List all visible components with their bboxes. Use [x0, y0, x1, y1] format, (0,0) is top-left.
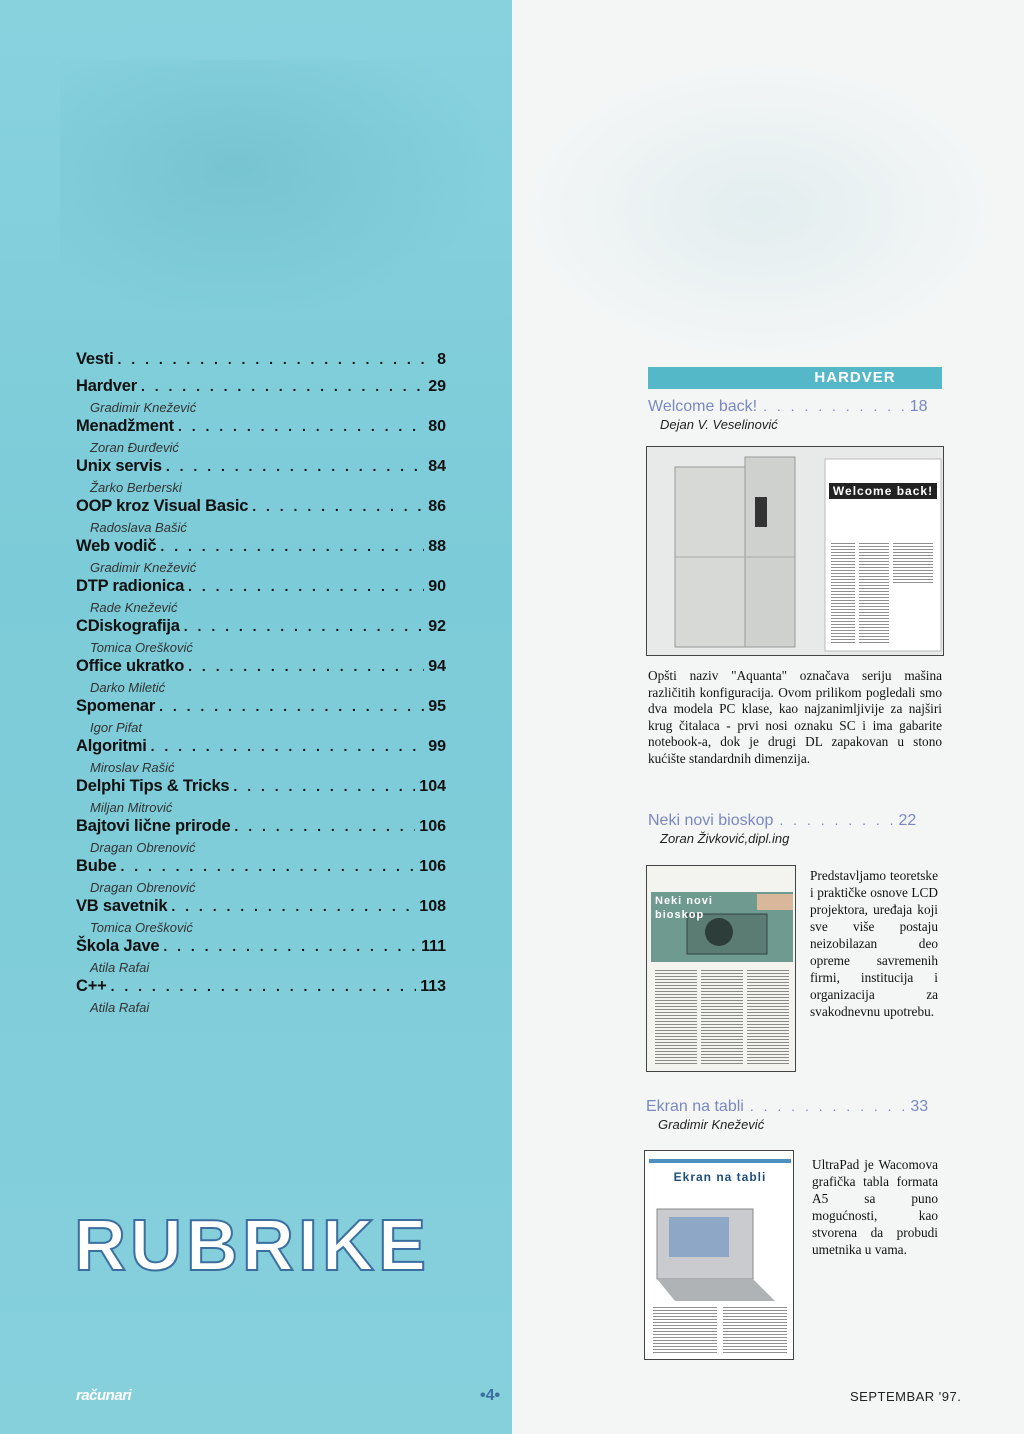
- toc-author: Gradimir Knežević: [90, 560, 197, 575]
- toc-row[interactable]: [76, 937, 446, 958]
- toc-title[interactable]: Office ukratko: [76, 657, 185, 675]
- toc-page-number: 111: [421, 938, 446, 955]
- toc-entry[interactable]: [76, 577, 446, 617]
- leader-dots: [188, 658, 424, 674]
- leader-dots: [166, 458, 424, 474]
- article-thumbnail-ultrapad: [644, 1150, 794, 1360]
- toc-row[interactable]: [76, 577, 446, 598]
- article-page: 18: [909, 398, 928, 415]
- leader-dots: [234, 818, 415, 834]
- magazine-logo: računari: [76, 1387, 132, 1404]
- toc-title[interactable]: Škola Jave: [76, 937, 160, 955]
- thumbnail-text-column: [859, 543, 889, 643]
- toc-title[interactable]: Bube: [76, 857, 117, 875]
- toc-row[interactable]: [76, 377, 446, 398]
- toc-row[interactable]: [76, 497, 446, 518]
- toc-row[interactable]: [76, 857, 446, 878]
- toc-page-number: 106: [419, 818, 446, 835]
- leader-dots: [159, 698, 424, 714]
- toc-entry[interactable]: [76, 350, 446, 377]
- leader-dots: [188, 578, 424, 594]
- article-title[interactable]: Neki novi bioskop: [648, 812, 774, 829]
- toc-author: Tomica Orešković: [90, 640, 193, 655]
- toc-row[interactable]: [76, 977, 446, 998]
- toc-title[interactable]: Unix servis: [76, 457, 162, 475]
- article-author: Gradimir Knežević: [658, 1117, 765, 1132]
- leader-dots: [111, 978, 417, 994]
- toc-title[interactable]: OOP kroz Visual Basic: [76, 497, 249, 515]
- toc-page-number: 113: [420, 978, 446, 995]
- toc-title[interactable]: Spomenar: [76, 697, 156, 715]
- thumbnail-headline: Neki novi bioskop: [655, 895, 713, 921]
- thumbnail-headline: Ekran na tabli: [673, 1170, 767, 1184]
- leader-dots: [178, 418, 424, 434]
- toc-title[interactable]: Algoritmi: [76, 737, 147, 755]
- toc-author: Rade Knežević: [90, 600, 178, 615]
- toc-row[interactable]: [76, 417, 446, 438]
- toc-author: Zoran Đurđević: [90, 440, 179, 455]
- leader-dots: [118, 351, 434, 367]
- toc-page-number: 99: [428, 738, 446, 755]
- toc-author: Miljan Mitrović: [90, 800, 173, 815]
- leader-dots: [184, 618, 424, 634]
- toc-entry[interactable]: [76, 737, 446, 777]
- toc-page-number: 8: [437, 351, 446, 368]
- toc-author: Atila Rafai: [90, 1000, 150, 1015]
- thumbnail-text-column: [655, 970, 697, 1066]
- section-title-rubrike: RUBRIKE: [74, 1206, 431, 1286]
- leader-dots: [171, 898, 415, 914]
- leader-dots: [233, 778, 415, 794]
- toc-row[interactable]: [76, 457, 446, 478]
- thumbnail-headline: Welcome back!: [832, 484, 934, 498]
- article-welcome-back[interactable]: [648, 398, 948, 432]
- toc-page-number: 84: [428, 458, 446, 475]
- toc-row[interactable]: [76, 737, 446, 758]
- toc-row[interactable]: [76, 617, 446, 638]
- toc-page-number: 106: [419, 858, 446, 875]
- toc-author: Dragan Obrenović: [90, 840, 196, 855]
- toc-author: Darko Miletić: [90, 680, 166, 695]
- toc-entry[interactable]: [76, 457, 446, 497]
- toc-page-number: 80: [428, 418, 446, 435]
- toc-title[interactable]: Menadžment: [76, 417, 174, 435]
- toc-page-number: 94: [428, 658, 446, 675]
- article-thumbnail-bioskop: [646, 865, 796, 1072]
- toc-row[interactable]: [76, 537, 446, 558]
- toc-entry[interactable]: [76, 697, 446, 737]
- background-graphic-ghost: [520, 60, 1000, 360]
- toc-title[interactable]: Vesti: [76, 350, 114, 368]
- toc-row[interactable]: [76, 817, 446, 838]
- toc-page-number: 86: [428, 498, 446, 515]
- toc-page-number: 88: [428, 538, 446, 555]
- toc-title[interactable]: Delphi Tips & Tricks: [76, 777, 230, 795]
- toc-page-number: 90: [428, 578, 446, 595]
- toc-entry[interactable]: [76, 897, 446, 937]
- toc-title[interactable]: Web vodič: [76, 537, 157, 555]
- toc-page-number: 29: [428, 378, 446, 395]
- toc-author: Atila Rafai: [90, 960, 150, 975]
- toc-entry[interactable]: [76, 817, 446, 857]
- toc-row[interactable]: [76, 897, 446, 918]
- article-title[interactable]: Welcome back!: [648, 398, 758, 415]
- toc-row[interactable]: [76, 657, 446, 678]
- toc-row[interactable]: [76, 350, 446, 371]
- toc-title[interactable]: Bajtovi lične prirode: [76, 817, 231, 835]
- toc-author: Tomica Orešković: [90, 920, 193, 935]
- leader-dots: [160, 538, 424, 554]
- toc-page-number: 95: [428, 698, 446, 715]
- leader-dots: . . . . . . . . . . .: [763, 398, 908, 414]
- article-author: Dejan V. Veselinović: [660, 417, 778, 432]
- toc-title[interactable]: Hardver: [76, 377, 137, 395]
- toc-author: Žarko Berberski: [90, 480, 182, 495]
- leader-dots: . . . . . . . . . . . .: [749, 1098, 909, 1114]
- background-photo-ghost: [60, 60, 500, 320]
- toc-entry[interactable]: [76, 417, 446, 457]
- article-body-ultrapad: UltraPad je Wacomova grafička tabla formata A5 sa puno mogućnosti, kao stvorena da probudi umetnika u vama.: [812, 1157, 938, 1257]
- section-header-hardver: HARDVER: [648, 367, 942, 389]
- leader-dots: . . . . . . . . .: [779, 812, 897, 828]
- leader-dots: [151, 738, 425, 754]
- toc-entry[interactable]: [76, 497, 446, 537]
- toc-title[interactable]: C++: [76, 977, 107, 995]
- toc-author: Dragan Obrenović: [90, 880, 196, 895]
- page-number: •4•: [480, 1387, 501, 1404]
- toc-author: Igor Pifat: [90, 720, 143, 735]
- article-body-bioskop: Predstavljamo teoretske i praktičke osnove LCD projektora, uređaja koji sve više postaju neizobilazan deo opreme savremenih firmi, institucija i organizacija za svakodnevnu upotrebu.: [810, 868, 938, 1019]
- toc-row[interactable]: [76, 697, 446, 718]
- article-neki-novi-bioskop[interactable]: [648, 812, 948, 846]
- toc-author: Radoslava Bašić: [90, 520, 187, 535]
- toc-page-number: 108: [419, 898, 446, 915]
- table-of-contents: [76, 350, 446, 1017]
- leader-dots: [141, 378, 424, 394]
- toc-title[interactable]: CDiskografija: [76, 617, 180, 635]
- toc-row[interactable]: [76, 777, 446, 798]
- toc-entry[interactable]: [76, 537, 446, 577]
- article-thumbnail-aquanta: [646, 446, 944, 656]
- toc-entry[interactable]: [76, 657, 446, 697]
- toc-title[interactable]: VB savetnik: [76, 897, 168, 915]
- thumbnail-text-column: [893, 543, 933, 583]
- toc-entry[interactable]: [76, 937, 446, 977]
- issue-date: SEPTEMBAR '97.: [850, 1389, 962, 1404]
- toc-title[interactable]: DTP radionica: [76, 577, 185, 595]
- toc-entry[interactable]: [76, 857, 446, 897]
- toc-entry[interactable]: [76, 617, 446, 657]
- article-title[interactable]: Ekran na tabli: [646, 1098, 744, 1115]
- thumbnail-text-column: [701, 970, 743, 1066]
- article-page: 22: [898, 812, 917, 829]
- article-ekran-na-tabli[interactable]: [646, 1098, 946, 1132]
- article-author: Zoran Živković,dipl.ing: [660, 831, 790, 846]
- thumbnail-text-column: [723, 1307, 787, 1353]
- leader-dots: [252, 498, 424, 514]
- toc-author: Gradimir Knežević: [90, 400, 197, 415]
- thumbnail-text-column: [747, 970, 789, 1066]
- toc-entry[interactable]: [76, 777, 446, 817]
- toc-page-number: 92: [428, 618, 446, 635]
- thumbnail-text-column: [831, 543, 855, 643]
- toc-entry[interactable]: [76, 977, 446, 1017]
- toc-author: Miroslav Rašić: [90, 760, 175, 775]
- leader-dots: [163, 938, 417, 954]
- article-page: 33: [910, 1098, 929, 1115]
- toc-page-number: 104: [419, 778, 446, 795]
- thumbnail-text-column: [653, 1307, 717, 1353]
- toc-entry[interactable]: [76, 377, 446, 417]
- leader-dots: [120, 858, 415, 874]
- article-body-aquanta: Opšti naziv "Aquanta" označava seriju mašina različitih konfiguracija. Ovom prilikom pogledali smo dva modela PC klase, kao najzanimljivije za najširi krug čitalaca - prvi nosi oznaku SC i ima gabarite notebook-a, dok je drugi DL zapakovan u stono kućište standardnih dimenzija.: [648, 668, 942, 766]
